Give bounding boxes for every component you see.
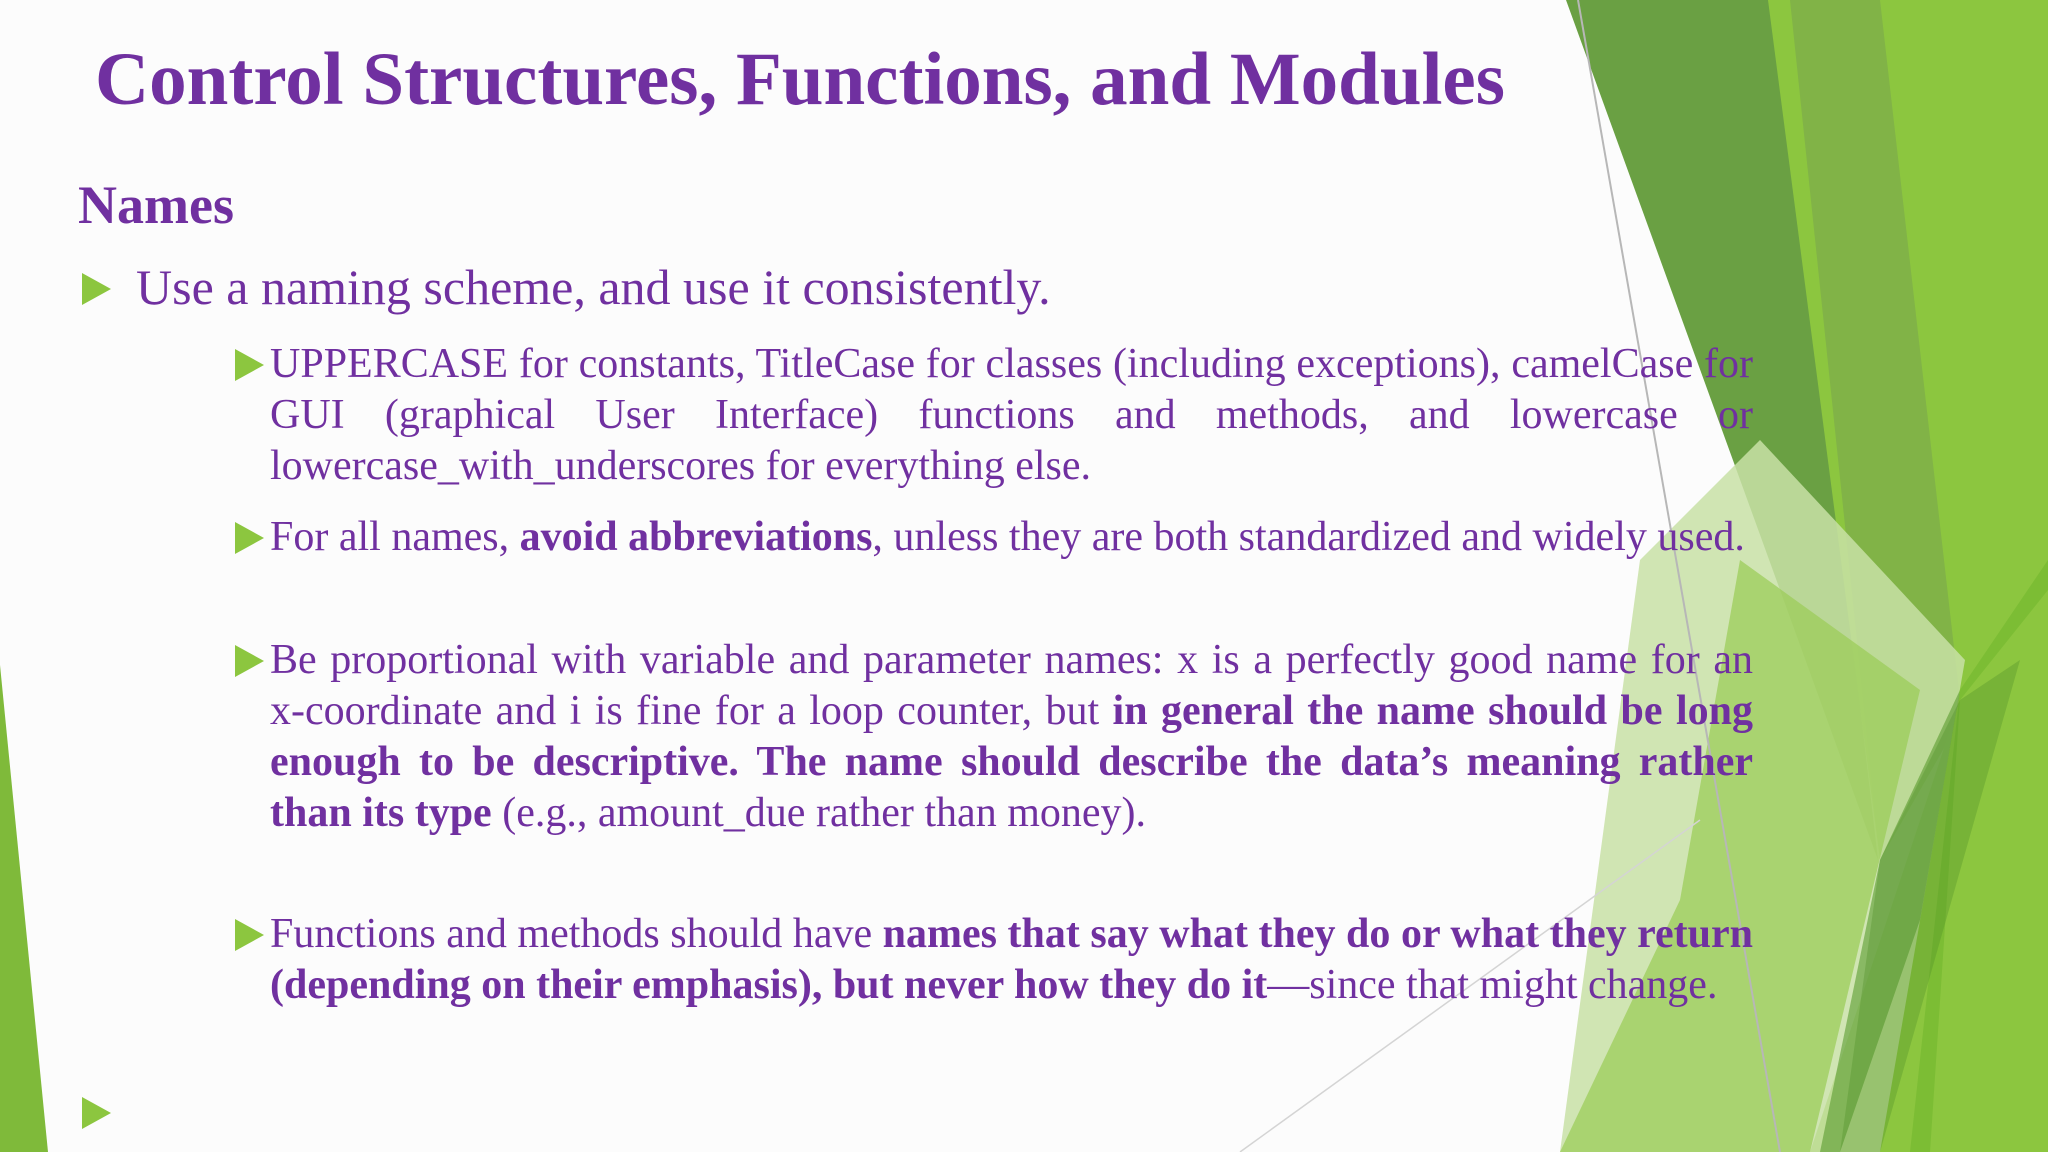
level1-bullet-text: Use a naming scheme, and use it consistently. — [136, 259, 1051, 315]
level1-bullet — [78, 254, 1051, 320]
triangle-right-icon — [235, 349, 264, 381]
bullet-bold-run: in general the name should be long enough to be descriptive. The name should describe the data’s meaning rather than its type — [270, 688, 1753, 836]
bullet-bold-run: avoid abbreviations — [519, 514, 873, 560]
bullet-text-run: , unless they are both standardized and widely used. — [872, 514, 1745, 560]
bullet-item — [233, 512, 1753, 563]
empty-bullet-icon — [82, 1097, 111, 1129]
bullet-text — [270, 339, 1753, 492]
triangle-right-icon — [82, 273, 111, 305]
left-green-shape — [0, 665, 48, 1152]
bullet-item — [233, 339, 1753, 492]
bullet-text — [270, 512, 1753, 563]
bullet-text — [270, 909, 1753, 1011]
bullet-text-run: UPPERCASE for constants, TitleCase for classes (including exceptions), camelCase for GUI (graphical User Interface) functions and methods, and lowercase or lowercase_with_underscores for everything else. — [270, 341, 1753, 489]
bullet-bold-run: names that say what they do or what they return (depending on their emphasis), but never how they do it — [270, 911, 1753, 1008]
triangle-right-icon — [235, 522, 264, 554]
bullet-text — [270, 635, 1753, 839]
bullet-text-run: —since that might change. — [1267, 962, 1718, 1008]
triangle-right-icon — [235, 919, 264, 951]
bullet-item — [233, 635, 1753, 839]
bullet-item — [233, 909, 1753, 1011]
bullet-text-run: For all names, — [270, 514, 520, 560]
triangle-right-icon — [235, 645, 264, 677]
slide-title: Control Structures, Functions, and Modules — [95, 38, 1505, 121]
bullet-text-run: Functions and methods should have — [270, 911, 883, 957]
bullet-text-run: Be proportional with variable and parameter names: x is a perfectly good name for an x-coordinate and i is fine for a loop counter, but — [270, 637, 1753, 734]
section-heading: Names — [78, 175, 234, 235]
bullet-text-run: (e.g., amount_due rather than money). — [491, 790, 1146, 836]
